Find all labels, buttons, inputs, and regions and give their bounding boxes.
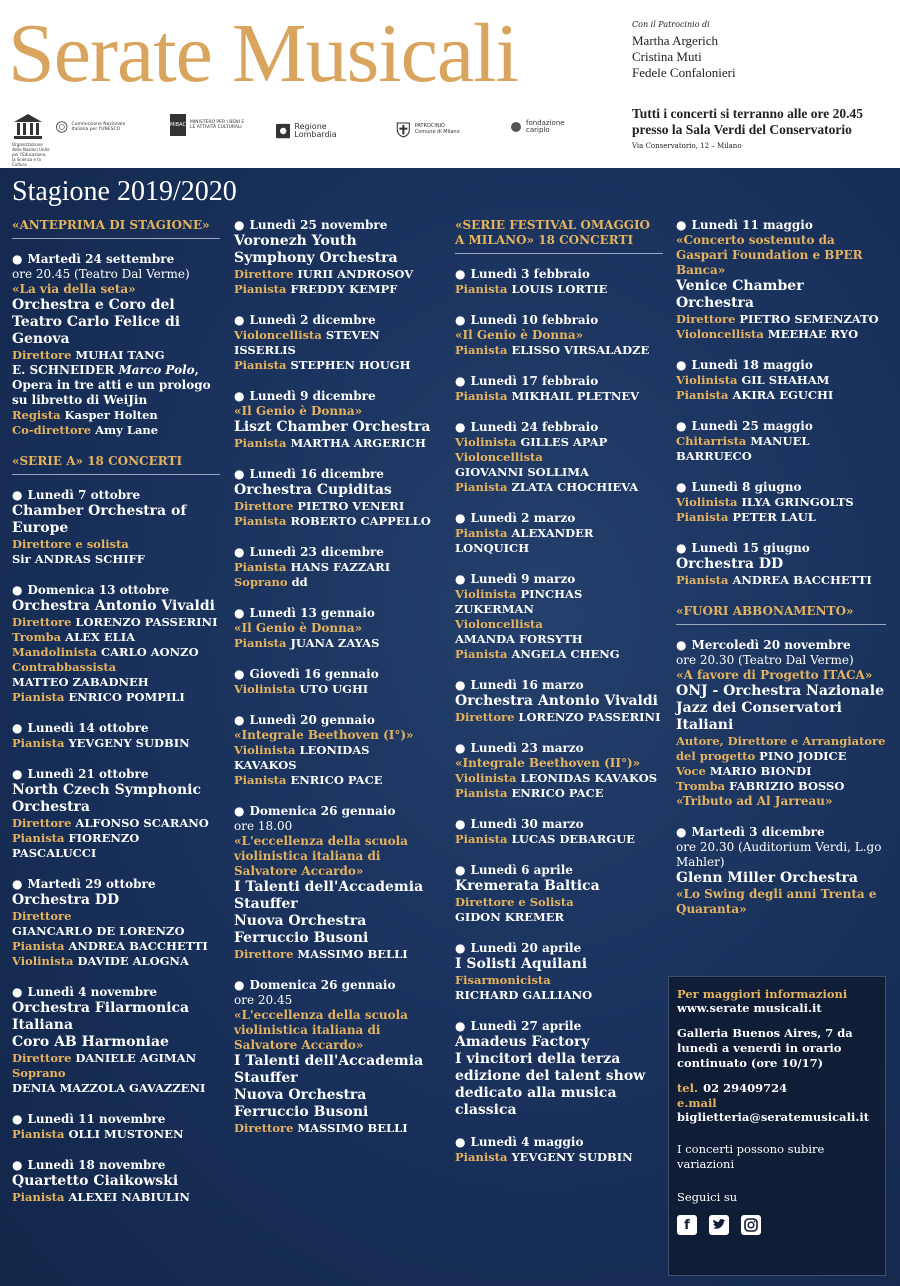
performer: AMANDA FORSYTH <box>455 632 583 646</box>
concert-entry <box>12 488 220 567</box>
section-heading: «SERIE A» 18 CONCERTI <box>12 454 220 475</box>
performer: Pianista FIORENZO PASCALUCCI <box>12 831 140 860</box>
concert-date: ● Lunedì 27 aprile <box>455 1019 663 1034</box>
performer: RICHARD GALLIANO <box>455 988 593 1002</box>
concert-time: ore 20.45 (Teatro Dal Verme) <box>12 267 190 281</box>
concert-date: ● Mercoledì 20 novembre <box>676 638 886 653</box>
performer: Pianista STEPHEN HOUGH <box>234 358 411 372</box>
ensemble-name: Orchestra DD <box>676 556 784 572</box>
performer: Pianista LOUIS LORTIE <box>455 282 608 296</box>
concert-entry <box>455 511 663 556</box>
concert-note: «Il Genio è Donna» <box>234 404 363 418</box>
performer: Mandolinista CARLO AONZO <box>12 645 199 659</box>
section-heading: «FUORI ABBONAMENTO» <box>676 604 886 625</box>
performer: GIOVANNI SOLLIMA <box>455 465 589 479</box>
performer: Direttore LORENZO PASSERINI <box>12 615 218 629</box>
patron-name: Fedele Confalonieri <box>632 65 736 80</box>
performer: GIDON KREMER <box>455 910 565 924</box>
concert-note: «La via della seta» <box>12 282 136 296</box>
performer: Pianista LUCAS DEBARGUE <box>455 832 635 846</box>
info-box <box>668 976 886 1276</box>
performer: Direttore MASSIMO BELLI <box>234 947 408 961</box>
concert-entry <box>455 678 663 725</box>
performer: Tromba FABRIZIO BOSSO <box>676 779 845 793</box>
instagram-glyph <box>744 1218 758 1232</box>
mibac-mark: MiBAC <box>170 114 186 136</box>
email-label: e.mail <box>677 1096 717 1110</box>
concert-entry <box>234 713 434 788</box>
concert-entry <box>676 638 886 809</box>
performer: Direttore <box>12 909 72 923</box>
performer: Pianista ANGELA CHENG <box>455 647 620 661</box>
concert-entry <box>455 863 663 925</box>
concert-date: ● Lunedì 18 maggio <box>676 358 886 373</box>
ensemble-name: Nuova Orchestra Ferruccio Busoni <box>234 913 369 946</box>
program-column-2 <box>234 218 434 1152</box>
concert-entry <box>12 985 220 1096</box>
ensemble-name: Orchestra Cupiditas <box>234 482 392 498</box>
ensemble-name: Coro AB Harmoniae <box>12 1034 169 1050</box>
concert-date: ● Lunedì 10 febbraio <box>455 313 663 328</box>
lombardia-rose-icon <box>276 122 290 140</box>
ensemble-name: Orchestra Antonio Vivaldi <box>455 693 658 709</box>
performer: Pianista FREDDY KEMPF <box>234 282 398 296</box>
performer: Fisarmonicista <box>455 973 551 987</box>
header <box>0 0 900 168</box>
instagram-icon[interactable] <box>741 1215 761 1235</box>
concert-note: «A favore di Progetto ITACA» <box>676 668 873 682</box>
unesco-caption: Organizzazione delle Nazioni Unite per l'Educazione, la Scienza e la Cultura <box>12 142 50 167</box>
twitter-bird-glyph <box>712 1219 726 1231</box>
performer: Direttore IURII ANDROSOV <box>234 267 414 281</box>
performer: Direttore PIETRO VENERI <box>234 499 405 513</box>
ensemble-name: Orchestra Filarmonica Italiana <box>12 1000 190 1033</box>
concert-note: «Tributo ad Al Jarreau» <box>676 794 833 808</box>
concert-date: ● Lunedì 2 dicembre <box>234 313 434 328</box>
performer: Direttore MUHAI TANG <box>12 348 165 362</box>
logo-strip <box>12 112 612 167</box>
concert-time: ore 20.30 (Auditorium Verdi, L.go Mahler) <box>676 840 882 869</box>
performer: Violinista ILYA GRINGOLTS <box>676 495 854 509</box>
concert-entry <box>12 1158 220 1205</box>
performer: Direttore DANIELE AGIMAN <box>12 1051 197 1065</box>
ensemble-name: Liszt Chamber Orchestra <box>234 419 431 435</box>
performer: Direttore e solista <box>12 537 129 551</box>
performer: Pianista ELISSO VIRSALADZE <box>455 343 650 357</box>
patronage <box>632 20 736 81</box>
concert-date: ● Lunedì 21 ottobre <box>12 767 220 782</box>
page-title: Serate Musicali <box>8 7 518 100</box>
venue-line: Tutti i concerti si terranno alle ore 20.45 <box>632 106 863 121</box>
ensemble-name: Chamber Orchestra of Europe <box>12 503 187 536</box>
performer: Pianista JUANA ZAYAS <box>234 636 380 650</box>
concert-date: ● Lunedì 11 maggio <box>676 218 886 233</box>
ensemble-name: Quartetto Ciaikowski <box>12 1173 179 1189</box>
program-column-1 <box>12 218 220 1221</box>
ensemble-name: I Solisti Aquilani <box>455 956 588 972</box>
ensemble-name: I Talenti dell'Accademia Stauffer <box>234 1053 424 1086</box>
concert-date: ● Martedì 29 ottobre <box>12 877 220 892</box>
concert-date: ● Lunedì 15 giugno <box>676 541 886 556</box>
milano-crest-icon <box>396 116 411 142</box>
notice-text: I concerti possono subire variazioni <box>677 1142 825 1171</box>
concert-date: ● Lunedì 14 ottobre <box>12 721 220 736</box>
performer: Soprano dd <box>234 575 308 589</box>
social-links <box>677 1215 877 1235</box>
concert-date: ● Lunedì 20 gennaio <box>234 713 434 728</box>
performer: Pianista ZLATA CHOCHIEVA <box>455 480 639 494</box>
concert-entry <box>12 767 220 861</box>
performer: Pianista MARTHA ARGERICH <box>234 436 426 450</box>
ensemble-name: Voronezh Youth Symphony Orchestra <box>234 233 398 266</box>
email-link[interactable]: biglietteria@seratemusicali.it <box>677 1110 870 1124</box>
performer: Violinista LEONIDAS KAVAKOS <box>234 743 370 772</box>
concert-date: ● Lunedì 17 febbraio <box>455 374 663 389</box>
phone-line: tel. 02 29409724 <box>677 1081 788 1095</box>
ensemble-description: I vincitori della terza edizione del talent show dedicato alla musica classica <box>455 1051 646 1118</box>
unesco-temple-icon <box>12 112 44 140</box>
performer: Soprano <box>12 1066 66 1080</box>
performer: Pianista YEVGENY SUDBIN <box>12 736 190 750</box>
concert-entry <box>234 978 434 1136</box>
concert-entry <box>12 877 220 969</box>
concert-date: ● Domenica 26 gennaio <box>234 804 434 819</box>
venue-address: Via Conservatorio, 12 – Milano <box>632 142 742 150</box>
ensemble-name: Venice Chamber Orchestra <box>676 278 804 311</box>
concert-entry <box>455 1135 663 1165</box>
performer: Direttore MASSIMO BELLI <box>234 1121 408 1135</box>
concert-time: ore 18.00 <box>234 819 293 833</box>
follow-label: Seguici su <box>677 1190 738 1204</box>
program-column-4 <box>676 218 886 933</box>
performer: Sir ANDRAS SCHIFF <box>12 552 145 566</box>
emblem-icon <box>56 116 68 138</box>
ensemble-name: Kremerata Baltica <box>455 878 600 894</box>
patron-name: Martha Argerich <box>632 33 719 48</box>
concert-entry <box>676 218 886 342</box>
performer: Violinista DAVIDE ALOGNA <box>12 954 189 968</box>
performer: Direttore LORENZO PASSERINI <box>455 710 661 724</box>
ensemble-name: Amadeus Factory <box>455 1034 590 1050</box>
concert-entry <box>455 741 663 801</box>
concert-entry <box>676 358 886 403</box>
phone-number[interactable]: 02 29409724 <box>703 1081 788 1095</box>
concert-date: ● Lunedì 23 dicembre <box>234 545 434 560</box>
concert-entry <box>234 389 434 451</box>
concert-date: ● Lunedì 4 novembre <box>12 985 220 1000</box>
performer: Violinista PINCHAS ZUKERMAN <box>455 587 583 616</box>
performer: Direttore ALFONSO SCARANO <box>12 816 209 830</box>
program-column-3 <box>455 218 663 1181</box>
performer: Violinista GILLES APAP <box>455 435 608 449</box>
performer: Pianista ALEXANDER LONQUICH <box>455 526 594 555</box>
concert-entry <box>455 374 663 404</box>
concert-entry <box>234 313 434 373</box>
performer: DENIA MAZZOLA GAVAZZENI <box>12 1081 206 1095</box>
performer: Violoncellista MEEHAE RYO <box>676 327 859 341</box>
concert-date: ● Martedì 3 dicembre <box>676 825 886 840</box>
concert-date: ● Lunedì 13 gennaio <box>234 606 434 621</box>
program-panel <box>0 168 900 1286</box>
unesco-logo <box>12 112 44 140</box>
concert-entry <box>455 817 663 847</box>
venue-line: presso la Sala Verdi del Conservatorio <box>632 122 852 137</box>
concert-note: «L'eccellenza della scuola violinistica italiana di Salvatore Accardo» <box>234 1008 408 1052</box>
milano-logo: PATROCINIO Comune di Milano <box>396 116 466 142</box>
concert-date: ● Lunedì 20 aprile <box>455 941 663 956</box>
performer: Violinista UTO UGHI <box>234 682 369 696</box>
concert-date: ● Lunedì 3 febbraio <box>455 267 663 282</box>
concert-entry <box>676 480 886 525</box>
concert-date: ● Lunedì 24 febbraio <box>455 420 663 435</box>
performer: Pianista MIKHAIL PLETNEV <box>455 389 640 403</box>
concert-entry <box>234 804 434 962</box>
concert-date: ● Lunedì 2 marzo <box>455 511 663 526</box>
concert-date: ● Lunedì 25 maggio <box>676 419 886 434</box>
performer: Pianista HANS FAZZARI <box>234 560 391 574</box>
performer: Autore, Direttore e Arrangiatore del progetto PINO JODICE <box>676 734 886 763</box>
ensemble-name: Glenn Miller Orchestra <box>676 870 858 886</box>
info-heading: Per maggiori informazioni <box>677 987 848 1001</box>
concert-entry <box>676 419 886 464</box>
season-title: Stagione 2019/2020 <box>12 176 237 207</box>
ensemble-name: I Talenti dell'Accademia Stauffer <box>234 879 424 912</box>
concert-date: ● Giovedì 16 gennaio <box>234 667 434 682</box>
concert-date: ● Lunedì 30 marzo <box>455 817 663 832</box>
lombardia-logo: Regione Lombardia <box>276 122 356 140</box>
performer: Pianista ENRICO PACE <box>234 773 383 787</box>
ensemble-name: Orchestra Antonio Vivaldi <box>12 598 215 614</box>
concert-entry <box>234 467 434 529</box>
concert-date: ● Lunedì 16 dicembre <box>234 467 434 482</box>
performer: Direttore PIETRO SEMENZATO <box>676 312 879 326</box>
concert-date: ● Lunedì 4 maggio <box>455 1135 663 1150</box>
concert-entry <box>455 941 663 1003</box>
performer: Pianista ROBERTO CAPPELLO <box>234 514 431 528</box>
concert-date: ● Lunedì 8 giugno <box>676 480 886 495</box>
program-description: E. SCHNEIDER Marco Polo, Opera in tre atti e un prologo su libretto di WeiJin <box>12 363 211 407</box>
unesco-commission-logo: Commissione Nazionale Italiana per l'UNESCO <box>56 116 126 138</box>
concert-note: «L'eccellenza della scuola violinistica italiana di Salvatore Accardo» <box>234 834 408 878</box>
ensemble-name: Nuova Orchestra Ferruccio Busoni <box>234 1087 369 1120</box>
performer: Tromba ALEX ELIA <box>12 630 135 644</box>
concert-note: «Integrale Beethoven (II°)» <box>455 756 641 770</box>
ensemble-name: Orchestra DD <box>12 892 120 908</box>
performer: Pianista ENRICO POMPILI <box>12 690 185 704</box>
ensemble-name: Orchestra e Coro del Teatro Carlo Felice di Genova <box>12 297 181 347</box>
performer: Chitarrista MANUEL BARRUECO <box>676 434 810 463</box>
concert-date: ● Domenica 26 gennaio <box>234 978 434 993</box>
cariplo-logo: fondazione cariplo <box>510 120 580 134</box>
twitter-icon[interactable] <box>709 1215 729 1235</box>
concert-date: ● Lunedì 16 marzo <box>455 678 663 693</box>
performer: Pianista OLLI MUSTONEN <box>12 1127 184 1141</box>
performer: Pianista ANDREA BACCHETTI <box>676 573 872 587</box>
concert-entry <box>455 572 663 662</box>
concert-note: «Integrale Beethoven (I°)» <box>234 728 414 742</box>
performer: GIANCARLO DE LORENZO <box>12 924 185 938</box>
concert-date: ● Domenica 13 ottobre <box>12 583 220 598</box>
section-heading: «ANTEPRIMA DI STAGIONE» <box>12 218 220 239</box>
concert-date: ● Lunedì 23 marzo <box>455 741 663 756</box>
mibac-logo: MiBAC MINISTERO PER I BENI E LE ATTIVITÀ CULTURALI <box>170 114 248 136</box>
concert-note: «Il Genio è Donna» <box>455 328 584 342</box>
concert-entry <box>455 1019 663 1119</box>
concert-entry <box>234 606 434 651</box>
cariplo-dot-icon <box>510 121 522 133</box>
concert-note: «Lo Swing degli anni Trenta e Quaranta» <box>676 887 877 916</box>
performer: Pianista ENRICO PACE <box>455 786 604 800</box>
performer: Violinista LEONIDAS KAVAKOS <box>455 771 658 785</box>
box-office-address: Galleria Buenos Aires, 7 da lunedì a venerdì in orario continuato (ore 10/17) <box>677 1026 853 1070</box>
concert-time: ore 20.45 <box>234 993 293 1007</box>
performer: Direttore e Solista <box>455 895 574 909</box>
concert-entry <box>234 667 434 697</box>
concert-entry <box>676 825 886 917</box>
performer: Pianista ALEXEI NABIULIN <box>12 1190 190 1204</box>
ensemble-name: North Czech Symphonic Orchestra <box>12 782 201 815</box>
performer: Violoncellista STEVEN ISSERLIS <box>234 328 380 357</box>
concert-entry <box>676 541 886 588</box>
performer: Pianista PETER LAUL <box>676 510 816 524</box>
concert-entry <box>234 545 434 590</box>
concert-date: ● Lunedì 25 novembre <box>234 218 434 233</box>
concert-note: «Il Genio è Donna» <box>234 621 363 635</box>
concert-note: «Concerto sostenuto da Gaspari Foundation e BPER Banca» <box>676 233 863 277</box>
ensemble-name: ONJ - Orchestra Nazionale Jazz dei Conservatori Italiani <box>676 683 884 733</box>
concert-entry <box>455 267 663 297</box>
concert-entry <box>234 218 434 297</box>
performer: Pianista AKIRA EGUCHI <box>676 388 834 402</box>
concert-entry <box>455 313 663 358</box>
concert-date: ● Lunedì 9 dicembre <box>234 389 434 404</box>
concert-date: ● Lunedì 11 novembre <box>12 1112 220 1127</box>
concert-date: ● Martedì 24 settembre <box>12 252 220 267</box>
concert-date: ● Lunedì 9 marzo <box>455 572 663 587</box>
performer: Violoncellista <box>455 450 543 464</box>
concert-date: ● Lunedì 7 ottobre <box>12 488 220 503</box>
venue-info <box>632 106 863 150</box>
performer: Regista Kasper Holten <box>12 408 158 422</box>
patron-name: Cristina Muti <box>632 49 702 64</box>
concert-entry <box>12 1112 220 1142</box>
concert-entry <box>12 252 220 438</box>
performer: MATTEO ZABADNEH <box>12 675 149 689</box>
performer: Pianista ANDREA BACCHETTI <box>12 939 208 953</box>
performer: Voce MARIO BIONDI <box>676 764 812 778</box>
concert-date: ● Lunedì 6 aprile <box>455 863 663 878</box>
concert-entry <box>12 583 220 705</box>
facebook-icon[interactable]: f <box>677 1215 697 1235</box>
performer: Pianista YEVGENY SUDBIN <box>455 1150 633 1164</box>
performer: Co-direttore Amy Lane <box>12 423 159 437</box>
section-heading: «SERIE FESTIVAL OMAGGIO A MILANO» 18 CONCERTI <box>455 218 663 254</box>
patron-label: Con il Patrocinio di <box>632 20 710 29</box>
performer: Violoncellista <box>455 617 543 631</box>
concert-time: ore 20.30 (Teatro Dal Verme) <box>676 653 854 667</box>
performer: Contrabbassista <box>12 660 117 674</box>
concert-date: ● Lunedì 18 novembre <box>12 1158 220 1173</box>
concert-entry <box>12 721 220 751</box>
concert-entry <box>455 420 663 495</box>
performer: Violinista GIL SHAHAM <box>676 373 830 387</box>
website-link[interactable]: www.serate musicali.it <box>677 1001 822 1015</box>
